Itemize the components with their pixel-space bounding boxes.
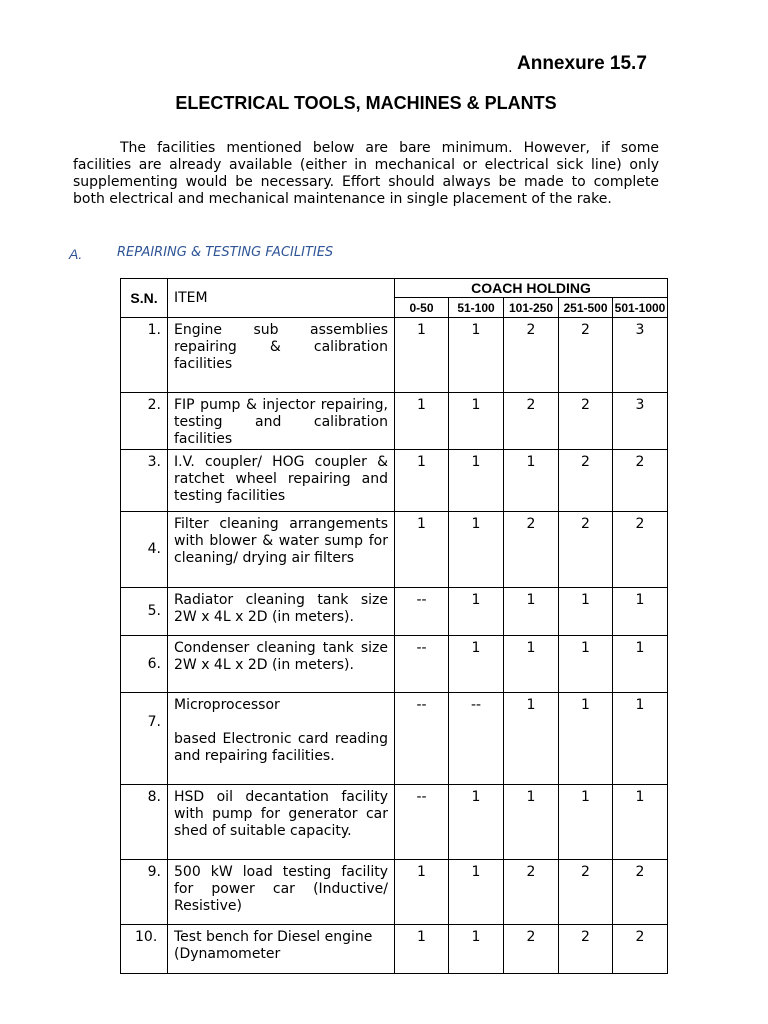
- row-value: 1: [449, 512, 504, 588]
- page-title: ELECTRICAL TOOLS, MACHINES & PLANTS: [175, 93, 557, 113]
- row-value: 1: [613, 636, 668, 693]
- table-row: [121, 450, 668, 512]
- row-item: Test bench for Diesel engine (Dynamometer: [168, 925, 395, 974]
- row-value: --: [395, 588, 449, 636]
- table-row: [121, 693, 668, 785]
- row-sn: 3.: [121, 450, 168, 512]
- row-item: Filter cleaning arrangements with blower & water sump for cleaning/ drying air filters: [168, 512, 395, 588]
- row-item: Condenser cleaning tank size 2W x 4L x 2D (in meters).: [168, 636, 395, 693]
- row-value: 3: [613, 318, 668, 393]
- row-sn: 6.: [121, 636, 168, 693]
- row-sn: 2.: [121, 393, 168, 450]
- row-item: HSD oil decantation facility with pump for generator car shed of suitable capacity.: [168, 785, 395, 860]
- row-item-line: Microprocessor: [174, 697, 280, 713]
- row-value: 2: [559, 450, 613, 512]
- row-value: 1: [395, 925, 449, 974]
- row-value: 1: [613, 693, 668, 785]
- section-letter: A.: [69, 246, 83, 262]
- table-row: [121, 393, 668, 450]
- row-value: 1: [395, 450, 449, 512]
- table-row: [121, 925, 668, 974]
- intro-paragraph: The facilities mentioned below are bare minimum. However, if some facilities are already available (either in mechanical or electrical sick line) only supplementing would be necessary. Effort should always be made to complete both electrical and mechanical maintenance in single placement of the rake.: [73, 140, 659, 207]
- row-value: 2: [559, 393, 613, 450]
- row-value: 2: [613, 512, 668, 588]
- row-value: 1: [395, 318, 449, 393]
- facilities-table: [120, 278, 668, 974]
- row-value: 1: [449, 318, 504, 393]
- row-value: 2: [559, 925, 613, 974]
- row-value: 1: [449, 785, 504, 860]
- row-value: 1: [613, 588, 668, 636]
- header-range: 501-1000: [613, 298, 668, 318]
- row-value: 1: [449, 588, 504, 636]
- row-value: 1: [504, 450, 559, 512]
- row-value: 1: [504, 693, 559, 785]
- row-sn: 1.: [121, 318, 168, 393]
- row-value: --: [395, 693, 449, 785]
- row-sn: 4.: [121, 512, 168, 588]
- row-value: 2: [504, 318, 559, 393]
- header-range: 51-100: [449, 298, 504, 318]
- row-value: 1: [559, 693, 613, 785]
- row-value: 1: [559, 588, 613, 636]
- row-value: 2: [504, 860, 559, 925]
- row-item: Engine sub assemblies repairing & calibration facilities: [168, 318, 395, 393]
- section-title: REPAIRING & TESTING FACILITIES: [117, 245, 334, 260]
- row-value: 1: [449, 393, 504, 450]
- row-value: 1: [559, 636, 613, 693]
- row-value: --: [395, 785, 449, 860]
- row-value: 1: [395, 393, 449, 450]
- row-value: 2: [504, 512, 559, 588]
- row-value: 2: [559, 860, 613, 925]
- row-value: --: [449, 693, 504, 785]
- row-value: 3: [613, 393, 668, 450]
- header-range: 0-50: [395, 298, 449, 318]
- row-value: 1: [449, 636, 504, 693]
- row-value: 2: [559, 512, 613, 588]
- row-item: Radiator cleaning tank size 2W x 4L x 2D (in meters).: [168, 588, 395, 636]
- table-row: [121, 588, 668, 636]
- row-value: 2: [559, 318, 613, 393]
- row-sn: 8.: [121, 785, 168, 860]
- annexure-label: Annexure 15.7: [517, 53, 647, 74]
- row-value: 1: [449, 860, 504, 925]
- header-range: 101-250: [504, 298, 559, 318]
- row-value: --: [395, 636, 449, 693]
- row-value: 1: [395, 512, 449, 588]
- row-value: 1: [449, 450, 504, 512]
- table-row: [121, 636, 668, 693]
- row-value: 2: [613, 450, 668, 512]
- section-heading: [69, 244, 334, 263]
- header-item: ITEM: [168, 279, 395, 318]
- row-value: 2: [504, 393, 559, 450]
- row-value: 1: [449, 925, 504, 974]
- row-value: 1: [504, 636, 559, 693]
- row-sn: 10.: [121, 925, 168, 974]
- row-value: 2: [613, 860, 668, 925]
- table-row: [121, 318, 668, 393]
- row-item: [168, 693, 395, 785]
- table-row: [121, 785, 668, 860]
- row-value: 1: [504, 785, 559, 860]
- row-value: 1: [395, 860, 449, 925]
- row-value: 1: [559, 785, 613, 860]
- header-sn: S.N.: [121, 279, 168, 318]
- header-coach-holding: COACH HOLDING: [395, 279, 668, 298]
- header-range: 251-500: [559, 298, 613, 318]
- row-item: I.V. coupler/ HOG coupler & ratchet wheel repairing and testing facilities: [168, 450, 395, 512]
- table-row: [121, 860, 668, 925]
- row-sn: 9.: [121, 860, 168, 925]
- row-item-line: based Electronic card reading and repairing facilities.: [174, 731, 388, 764]
- row-item: 500 kW load testing facility for power car (Inductive/ Resistive): [168, 860, 395, 925]
- row-value: 2: [504, 925, 559, 974]
- row-item: FIP pump & injector repairing, testing and calibration facilities: [168, 393, 395, 450]
- row-sn: 7.: [121, 693, 168, 785]
- table-row: [121, 512, 668, 588]
- row-sn: 5.: [121, 588, 168, 636]
- row-value: 1: [504, 588, 559, 636]
- row-value: 1: [613, 785, 668, 860]
- row-value: 2: [613, 925, 668, 974]
